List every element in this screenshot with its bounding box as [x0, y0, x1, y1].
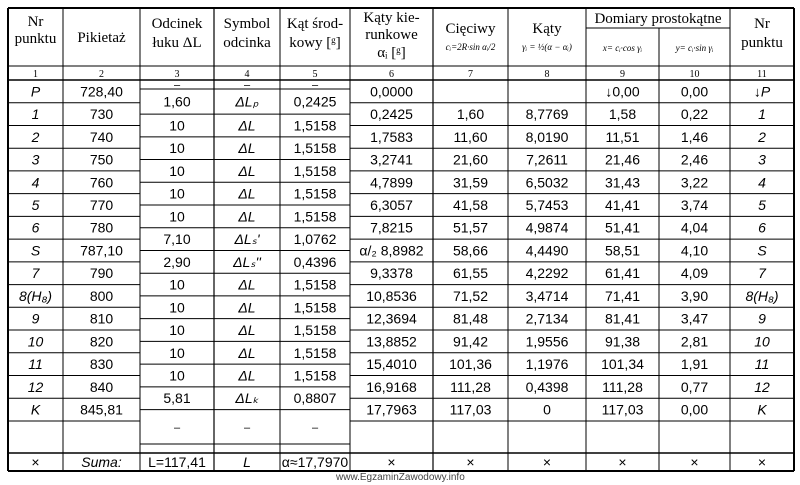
pikietaz-value: 830: [89, 356, 114, 373]
segment-angle: 0,2425: [293, 93, 337, 110]
segment-angle: 1,5158: [293, 140, 337, 157]
segment-symbol: ΔL: [238, 185, 256, 202]
gamma-value: 1,1976: [525, 356, 569, 373]
y-offset-value: 2,46: [680, 151, 709, 168]
column-number: 5: [312, 69, 318, 80]
point-nr: 9: [31, 310, 40, 327]
pikietaz-value: 845,81: [80, 401, 123, 418]
pikietaz-value: 800: [89, 287, 114, 304]
summary-cell: ×: [757, 454, 767, 470]
summary-length: L=117,41: [148, 454, 206, 470]
point-nr-right: 12: [754, 378, 770, 395]
header-kat-srodkowy: Kąt środ-: [286, 16, 344, 32]
x-offset-value: 31,43: [604, 174, 641, 191]
segment-length: 10: [169, 185, 185, 202]
point-nr: 8(H₈): [18, 287, 53, 304]
point-nr: S: [30, 242, 41, 259]
point-nr: 1: [31, 106, 40, 123]
segment-length: 10: [169, 367, 185, 384]
alpha-value: 7,8215: [370, 219, 413, 236]
column-number: 9: [620, 69, 625, 80]
x-offset-value: 51,41: [604, 219, 641, 236]
gamma-value: 7,2611: [526, 151, 568, 168]
y-offset-value: 3,47: [680, 310, 709, 327]
alpha-value: 10,8536: [366, 287, 417, 304]
point-nr-right: 11: [754, 356, 770, 373]
pikietaz-value: 787,10: [80, 242, 123, 259]
gamma-value: 4,9874: [525, 219, 569, 236]
y-offset-value: 4,04: [680, 219, 709, 236]
gamma-value: 0: [543, 401, 551, 418]
header-kat-srodkowy: kowy [ᵍ]: [289, 35, 341, 51]
y-offset-value: 0,00: [680, 401, 709, 418]
pikietaz-value: 790: [89, 265, 114, 282]
point-nr: 10: [27, 333, 44, 350]
point-nr-right: 8(H₈): [745, 287, 779, 304]
pikietaz-value: 760: [89, 174, 114, 191]
segment-length: –: [173, 79, 181, 92]
header-symbol: Symbol: [223, 16, 271, 32]
segment-length: 7,10: [163, 231, 191, 248]
y-offset-value: 4,09: [680, 265, 709, 282]
alpha-value: 16,9168: [366, 378, 417, 395]
point-nr: 5: [31, 197, 40, 214]
chord-value: 31,59: [452, 174, 489, 191]
segment-angle: 1,5158: [293, 208, 337, 225]
gamma-value: 8,0190: [525, 128, 569, 145]
chord-value: 21,60: [452, 151, 489, 168]
header-odcinek: łuku ΔL: [152, 35, 202, 51]
segment-length: 10: [169, 117, 185, 134]
column-number: 4: [244, 69, 250, 80]
segment-length: 10: [169, 276, 185, 293]
segment-angle: 1,5158: [293, 162, 337, 179]
y-offset-value: 3,90: [680, 287, 709, 304]
column-number: 6: [389, 69, 394, 80]
chord-value: 117,03: [449, 401, 492, 418]
segment-symbol: ΔL: [238, 299, 256, 316]
x-offset-value: 21,46: [604, 151, 641, 168]
point-nr: 11: [28, 356, 43, 373]
segment-angle: –: [311, 421, 319, 434]
segment-length: 1,60: [163, 93, 191, 110]
x-offset-value: 117,03: [601, 401, 644, 418]
point-nr-right: 5: [758, 197, 766, 214]
x-offset-value: 41,41: [604, 197, 641, 214]
header-katy-kierunkowe: αᵢ [ᵍ]: [377, 45, 406, 61]
gamma-value: 5,7453: [525, 197, 569, 214]
header-cieciwy: Cięciwy: [445, 21, 496, 37]
header-pikietaz: Pikietaż: [77, 30, 126, 46]
header-domiar-y: y= cᵢ·sin γᵢ: [675, 43, 714, 53]
alpha-value: 4,7899: [370, 174, 413, 191]
point-nr-right: ↓P: [753, 83, 771, 100]
header-nr-punktu: punktu: [14, 31, 57, 47]
chord-value: 71,52: [452, 287, 489, 304]
x-offset-value: ↓0,00: [605, 83, 640, 100]
gamma-value: 3,4714: [525, 287, 569, 304]
gamma-value: 2,7134: [525, 310, 569, 327]
chord-value: 91,42: [452, 333, 489, 350]
x-offset-value: 81,41: [604, 310, 641, 327]
header-domiary: Domiary prostokątne: [594, 11, 722, 27]
point-nr: K: [30, 401, 41, 418]
chord-value: 1,60: [456, 106, 485, 123]
chord-value: 41,58: [452, 197, 489, 214]
pikietaz-value: 770: [89, 197, 114, 214]
segment-symbol: ΔL: [238, 208, 256, 225]
gamma-value: 8,7769: [525, 106, 569, 123]
segment-symbol: ΔL: [238, 322, 256, 339]
alpha-value: 1,7583: [370, 128, 413, 145]
summary-cell: ×: [618, 454, 627, 470]
pikietaz-value: 840: [89, 378, 114, 395]
header-nr-punktu: Nr: [27, 14, 44, 30]
y-offset-value: 2,81: [680, 333, 709, 350]
summary-cell: ×: [387, 454, 396, 470]
point-nr: 4: [31, 174, 40, 191]
segment-angle: 1,5158: [293, 117, 337, 134]
column-number: 11: [757, 69, 767, 80]
point-nr: 12: [27, 378, 44, 395]
y-offset-value: 3,74: [680, 197, 709, 214]
chord-value: 111,28: [450, 378, 491, 395]
summary-cell: ×: [542, 454, 552, 470]
segment-symbol: ΔL: [238, 367, 256, 384]
column-number: 1: [33, 69, 38, 80]
y-offset-value: 0,77: [680, 378, 709, 395]
alpha-value: 9,3378: [370, 265, 413, 282]
chord-value: 58,66: [452, 242, 489, 259]
alpha-value: 12,3694: [366, 310, 417, 327]
segment-angle: 0,8807: [293, 390, 337, 407]
y-offset-value: 0,00: [680, 83, 709, 100]
x-offset-value: 101,34: [601, 356, 644, 373]
segment-length: 10: [169, 140, 185, 157]
segment-symbol: –: [243, 421, 251, 434]
segment-length: 10: [169, 299, 185, 316]
y-offset-value: 0,22: [680, 106, 709, 123]
y-offset-value: 1,46: [680, 128, 709, 145]
watermark: www.EgzaminZawodowy.info: [336, 472, 465, 483]
segment-length: 10: [169, 208, 185, 225]
summary-angle: α≈17,7970: [281, 454, 349, 470]
column-number: 8: [544, 69, 550, 80]
segment-angle: 1,5158: [293, 367, 337, 384]
alpha-value: 3,2741: [370, 151, 413, 168]
point-nr-right: 9: [758, 310, 766, 327]
segment-length: –: [173, 421, 181, 434]
point-nr-right: 6: [758, 219, 766, 236]
x-offset-value: 91,38: [604, 333, 641, 350]
pikietaz-value: 810: [89, 310, 114, 327]
segment-symbol: ΔLₛ': [234, 231, 260, 248]
gamma-value: 4,2292: [525, 265, 569, 282]
header-katy-formula: γᵢ = ½(α − αᵢ): [522, 42, 572, 52]
pikietaz-value: 730: [89, 106, 114, 123]
chord-value: 61,55: [452, 265, 489, 282]
header-odcinek: Odcinek: [151, 16, 203, 32]
alpha-value: 13,8852: [366, 333, 417, 350]
segment-symbol: ΔL: [238, 117, 256, 134]
point-nr-right: 3: [758, 151, 766, 168]
segment-angle: 0,4396: [293, 253, 337, 270]
column-number: 3: [174, 69, 180, 80]
point-nr-right: 1: [758, 106, 766, 123]
point-nr: 7: [31, 265, 40, 282]
column-number: 10: [689, 69, 700, 80]
x-offset-value: 58,51: [604, 242, 641, 259]
point-nr-right: 10: [754, 333, 770, 350]
point-nr-right: K: [757, 401, 767, 418]
segment-angle: 1,5158: [293, 344, 337, 361]
x-offset-value: 1,58: [608, 106, 637, 123]
gamma-value: 1,9556: [525, 333, 569, 350]
x-offset-value: 71,41: [604, 287, 641, 304]
point-nr: 2: [31, 128, 40, 145]
segment-length: 10: [169, 344, 185, 361]
x-offset-value: 11,51: [605, 128, 640, 145]
alpha-value: 15,4010: [366, 356, 417, 373]
chord-value: 11,60: [453, 128, 488, 145]
summary-symbol: L: [243, 454, 251, 470]
header-katy-kierunkowe: Kąty kie-: [363, 10, 420, 26]
alpha-value: 0,0000: [370, 83, 413, 100]
summary-cell: ×: [690, 454, 699, 470]
pikietaz-value: 740: [89, 128, 114, 145]
y-offset-value: 3,22: [680, 174, 709, 191]
pikietaz-value: 750: [89, 151, 114, 168]
segment-angle: 1,5158: [293, 276, 337, 293]
point-nr-right: S: [757, 242, 767, 259]
column-number: 7: [468, 69, 473, 80]
pikietaz-value: 728,40: [80, 83, 123, 100]
summary-label: Suma:: [81, 454, 122, 470]
segment-symbol: ΔL: [238, 276, 256, 293]
chord-value: 51,57: [452, 219, 489, 236]
chord-value: 101,36: [449, 356, 492, 373]
header-cieciwy-formula: cᵢ=2R·sin αᵢ/2: [445, 42, 496, 52]
segment-length: 10: [169, 322, 185, 339]
segment-symbol: ΔLₛ'': [233, 253, 261, 270]
segment-symbol: –: [243, 79, 251, 92]
segment-length: 5,81: [163, 390, 191, 407]
point-nr-right: 7: [758, 265, 766, 282]
header-symbol: odcinka: [223, 35, 271, 51]
pikietaz-value: 780: [89, 219, 114, 236]
header-nr-punktu-right: Nr: [754, 16, 770, 32]
gamma-value: 4,4490: [525, 242, 569, 259]
point-nr: 6: [31, 219, 40, 236]
header-katy-kierunkowe: runkowe: [365, 27, 418, 43]
segment-length: 2,90: [163, 253, 191, 270]
point-nr-right: 4: [758, 174, 766, 191]
x-offset-value: 61,41: [604, 265, 641, 282]
segment-angle: 1,0762: [293, 231, 337, 248]
y-offset-value: 4,10: [680, 242, 709, 259]
header-domiar-x: x= cᵢ·cos γᵢ: [602, 43, 643, 53]
segment-symbol: ΔL: [238, 344, 256, 361]
y-offset-value: 1,91: [680, 356, 709, 373]
gamma-value: 6,5032: [525, 174, 569, 191]
alpha-value: 17,7963: [366, 401, 417, 418]
segment-angle: 1,5158: [293, 322, 337, 339]
summary-cell: ×: [466, 454, 475, 470]
segment-angle: –: [311, 79, 319, 92]
pikietaz-value: 820: [89, 333, 114, 350]
alpha-value: 6,3057: [370, 197, 413, 214]
chord-value: 81,48: [452, 310, 489, 327]
point-nr-right: 2: [758, 128, 766, 145]
segment-angle: 1,5158: [293, 185, 337, 202]
segment-symbol: ΔL: [238, 162, 256, 179]
summary-cell: ×: [31, 454, 40, 470]
segment-length: 10: [169, 162, 185, 179]
alpha-value: 0,2425: [370, 106, 413, 123]
x-offset-value: 111,28: [602, 378, 643, 395]
point-nr: 3: [31, 151, 40, 168]
header-katy: Kąty: [532, 21, 562, 37]
segment-symbol: ΔL: [238, 140, 256, 157]
header-nr-punktu-right: punktu: [741, 35, 783, 51]
point-nr: P: [30, 83, 41, 100]
gamma-value: 0,4398: [525, 378, 569, 395]
segment-symbol: ΔLₚ: [235, 93, 259, 110]
segment-angle: 1,5158: [293, 299, 337, 316]
segment-symbol: ΔLₖ: [235, 390, 259, 407]
alpha-value: α/₂ 8,8982: [359, 242, 424, 259]
column-number: 2: [99, 69, 104, 80]
